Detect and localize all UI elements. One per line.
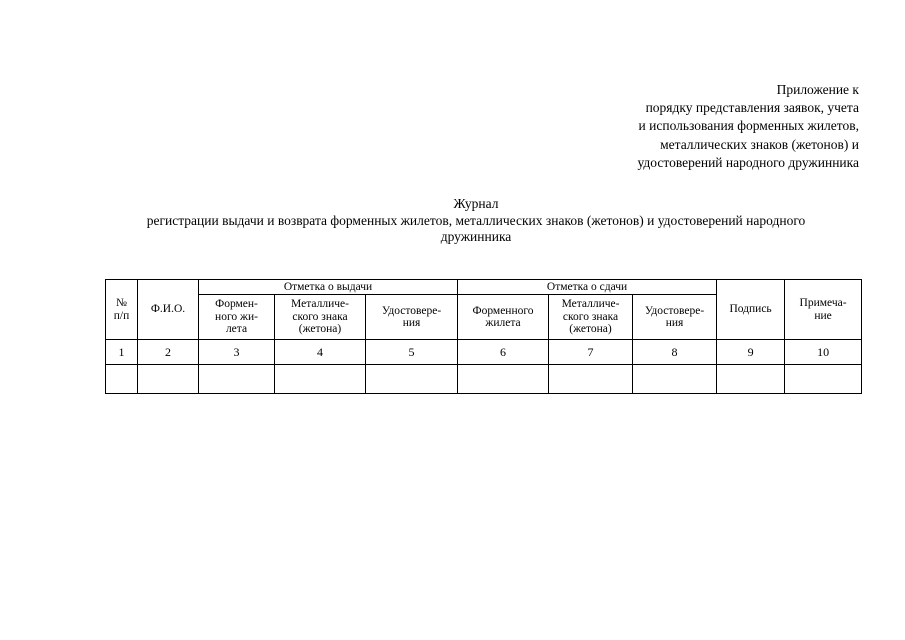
header-signature: Подпись [717, 280, 785, 340]
column-number-cell: 2 [138, 340, 199, 365]
column-number-cell: 9 [717, 340, 785, 365]
table-row-empty [106, 365, 862, 394]
header-return-vest: Форменного жилета [458, 295, 549, 340]
column-number-cell: 3 [199, 340, 275, 365]
journal-table [105, 279, 862, 394]
journal-title-line: Журнал [453, 196, 499, 211]
column-number-cell: 7 [549, 340, 633, 365]
appendix-line: и использования форменных жилетов, [638, 118, 859, 134]
column-number-cell: 5 [366, 340, 458, 365]
header-issue-certificate: Удостовере- ния [366, 295, 458, 340]
column-number-cell: 6 [458, 340, 549, 365]
empty-cell [785, 365, 862, 394]
header-issue-group: Отметка о выдачи [199, 280, 458, 295]
table-row-column-numbers [106, 340, 862, 365]
empty-cell [366, 365, 458, 394]
empty-cell [138, 365, 199, 394]
empty-cell [549, 365, 633, 394]
header-return-badge: Металличе- ского знака (жетона) [549, 295, 633, 340]
appendix-line: металлических знаков (жетонов) и [660, 136, 859, 152]
header-fio: Ф.И.О. [138, 280, 199, 340]
empty-cell [275, 365, 366, 394]
journal-title [96, 196, 856, 246]
header-return-group: Отметка о сдачи [458, 280, 717, 295]
header-note: Примеча- ние [785, 280, 862, 340]
appendix-line: порядку представления заявок, учета [645, 100, 859, 116]
journal-title-line: регистрации выдачи и возврата форменных жилетов, металлических знаков (жетонов) и удостоверений народного [146, 212, 806, 228]
empty-cell [199, 365, 275, 394]
header-issue-badge: Металличе- ского знака (жетона) [275, 295, 366, 340]
column-number-cell: 4 [275, 340, 366, 365]
empty-cell [717, 365, 785, 394]
empty-cell [633, 365, 717, 394]
journal-title-line: дружинника [440, 229, 512, 244]
appendix-note [638, 81, 859, 172]
column-number-cell: 10 [785, 340, 862, 365]
column-number-cell: 8 [633, 340, 717, 365]
empty-cell [458, 365, 549, 394]
column-number-cell: 1 [106, 340, 138, 365]
empty-cell [106, 365, 138, 394]
header-issue-vest: Формен- ного жи- лета [199, 295, 275, 340]
header-number: № п/п [106, 280, 138, 340]
appendix-line: удостоверений народного дружинника [637, 154, 859, 170]
header-return-certificate: Удостовере- ния [633, 295, 717, 340]
appendix-line: Приложение к [776, 82, 859, 97]
table-header-row [106, 280, 862, 295]
